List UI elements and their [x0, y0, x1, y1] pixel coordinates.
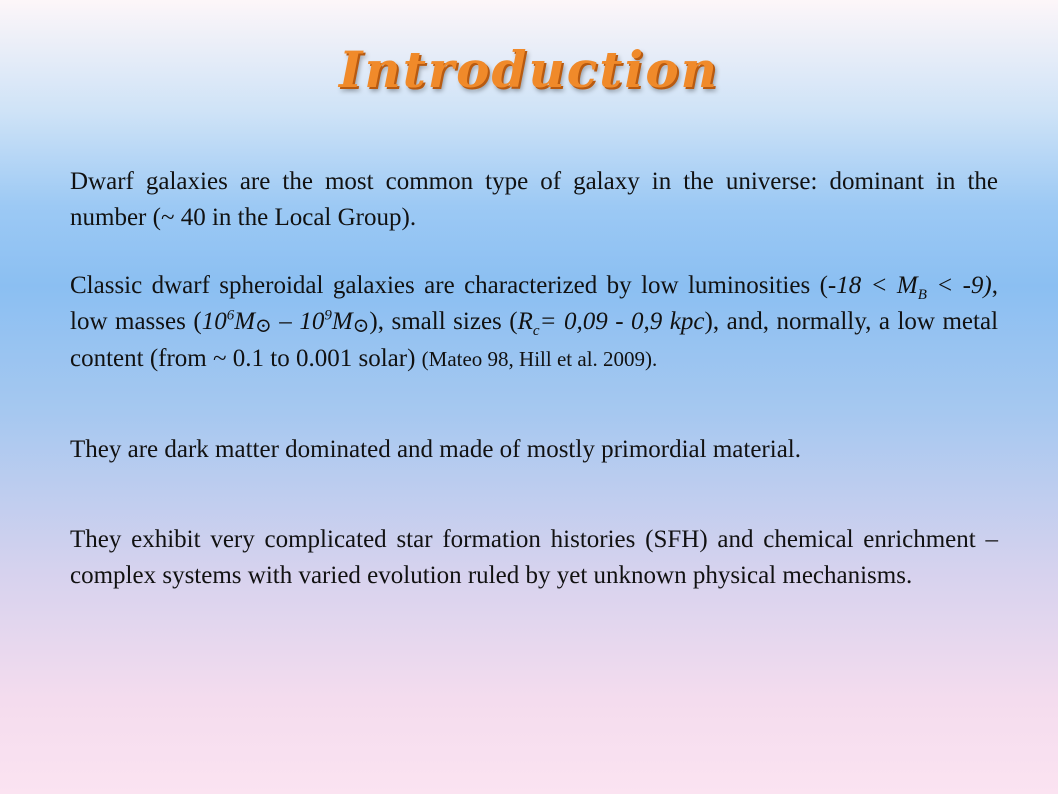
mass-range: $10^6M⊙$ – $10^9M⊙$: [201, 307, 370, 337]
citation: (Mateo 98, Hill et al. 2009).: [421, 347, 658, 371]
slide-title: Introduction: [338, 40, 720, 99]
p2-text-1: Classic dwarf spheroidal galaxies are characterized by low luminosities (: [70, 272, 828, 299]
p2-text-2: , low masses (: [70, 272, 998, 335]
solar-mass-symbol-low: ⊙: [255, 315, 272, 337]
p2-text-4: ), and, normally, a low metal content (from ~ 0.1 to 0.001 solar): [70, 308, 999, 372]
core-radius: $R_c= 0,09 - 0,9$ kpc: [517, 308, 705, 339]
magnitude-range: $-18 < M_B < -9$): [827, 272, 992, 303]
paragraph-dark-matter: They are dark matter dominated and made of mostly primordial material.: [70, 436, 801, 463]
paragraph-dsph-properties: [70, 268, 998, 377]
paragraph-dwarf-common: Dwarf galaxies are the most common type of galaxy in the universe: dominant in the number (~ 40 in the Local Group).: [70, 168, 998, 231]
solar-mass-symbol-high: ⊙: [352, 315, 370, 337]
p2-text-3: ), small sizes (: [369, 308, 518, 335]
paragraph-star-formation: They exhibit very complicated star formation histories (SFH) and chemical enrichment – complex systems with varied evolution ruled by yet unknown physical mechanisms.: [70, 526, 998, 589]
